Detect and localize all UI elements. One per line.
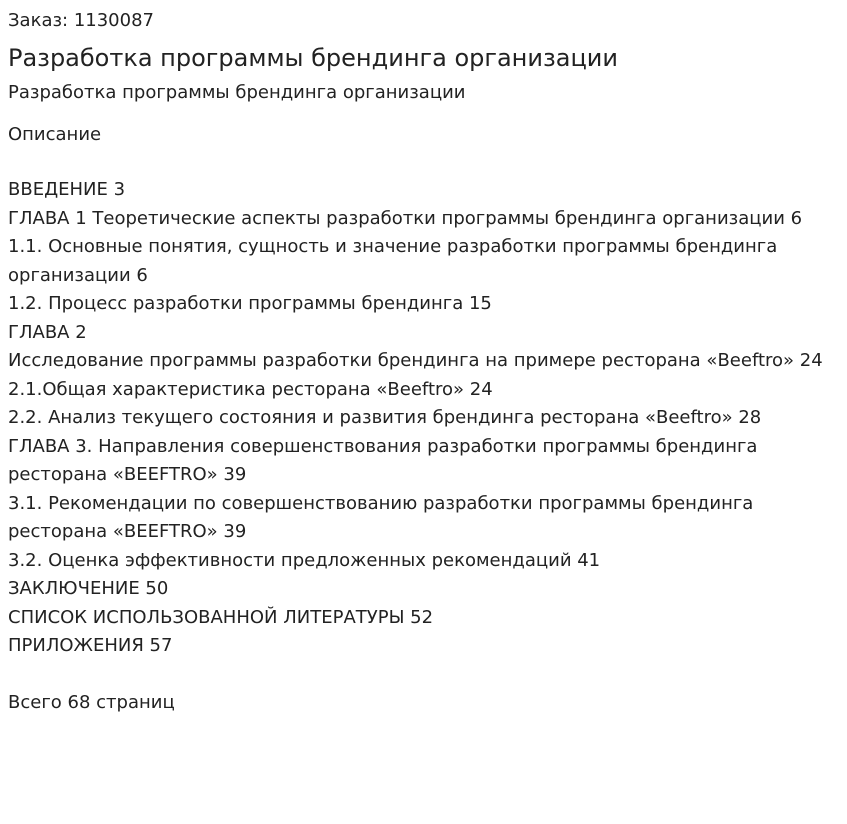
toc-item: 1.1. Основные понятия, сущность и значение разработки программы брендинга организации 6 [8,236,778,286]
toc-item: ГЛАВА 3. Направления совершенствования разработки программы брендинга ресторана «BEEFTRO» 39 [8,435,758,485]
toc-item: ГЛАВА 2 [8,321,87,343]
order-number: Заказ: 1130087 [8,10,154,31]
page-subtitle: Разработка программы брендинга организации [8,82,466,103]
toc-item: 1.2. Процесс разработки программы брендинга 15 [8,293,492,314]
page-title: Разработка программы брендинга организации [8,44,618,72]
total-pages: Всего 68 страниц [8,691,175,713]
toc-item: ВВЕДЕНИЕ 3 [8,179,126,200]
toc-item: ПРИЛОЖЕНИЯ 57 [8,635,173,656]
toc-item: 2.2. Анализ текущего состояния и развития брендинга ресторана «Beeftro» 28 [8,407,762,428]
toc-item: СПИСОК ИСПОЛЬЗОВАННОЙ ЛИТЕРАТУРЫ 52 [8,606,434,628]
toc-item: ГЛАВА 1 Теоретические аспекты разработки программы брендинга организации 6 [8,207,803,229]
toc-item: 3.1. Рекомендации по совершенствованию разработки программы брендинга ресторана «BEEFTRO» 39 [8,492,754,542]
toc-item: Исследование программы разработки брендинга на примере ресторана «Beeftro» 24 [8,350,823,371]
toc-item: 3.2. Оценка эффективности предложенных рекомендаций 41 [8,549,601,571]
toc-item: 2.1.Общая характеристика ресторана «Beeftro» 24 [8,378,493,400]
toc-item: ЗАКЛЮЧЕНИЕ 50 [8,578,169,599]
table-of-contents [8,176,839,661]
description-heading: Описание [8,124,102,145]
